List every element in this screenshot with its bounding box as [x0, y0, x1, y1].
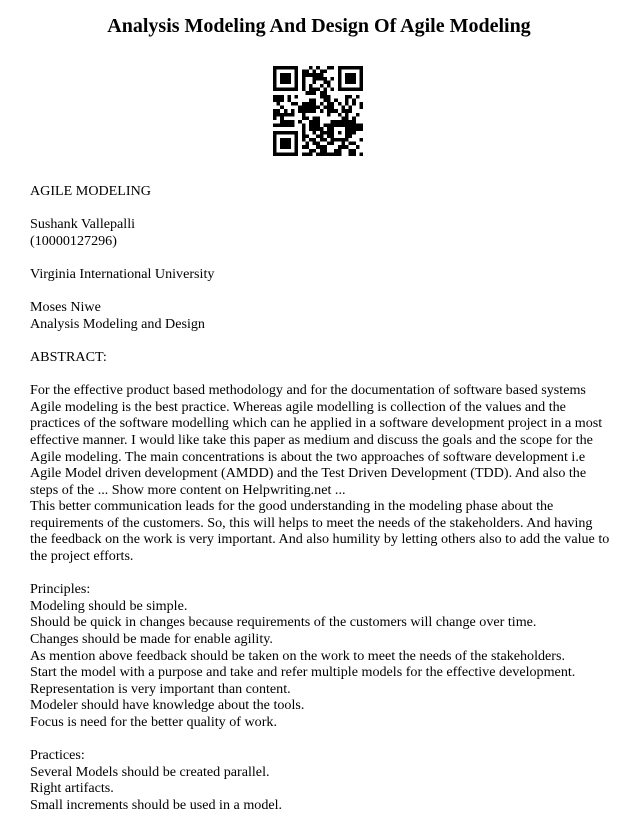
author-name: Sushank Vallepalli [30, 216, 136, 233]
abstract-line: effective manner. I would like take this paper as medium and discuss the goals and the scope for the [30, 431, 593, 448]
principle-item: Focus is need for the better quality of work. [30, 714, 277, 730]
principles-heading: Principles: [30, 581, 91, 598]
principle-item: Start the model with a purpose and take and refer multiple models for the effective development. [30, 664, 576, 681]
abstract-heading: ABSTRACT: [30, 348, 107, 365]
course-name: Analysis Modeling and Design [30, 315, 205, 332]
principle-item: Modeler should have knowledge about the tools. [30, 697, 305, 714]
abstract-line: This better communication leads for the good understanding in the modeling phase about the [30, 498, 554, 515]
abstract-line: Agile Model driven development (AMDD) and the Test Driven Development (TDD). And also the [30, 465, 587, 482]
abstract-line: requirements of the customers. So, this will helps to meet the needs of the stakeholders. And having [30, 514, 593, 531]
qr-code-icon [273, 66, 363, 156]
principle-item: As mention above feedback should be taken on the work to meet the needs of the stakeholders. [30, 647, 566, 664]
author-id: (10000127296) [30, 232, 117, 249]
practices-heading: Practices: [30, 747, 85, 764]
abstract-line: Agile modeling is the best practice. Whereas agile modelling is collection of the values and the [30, 398, 566, 415]
principle-item: Representation is very important than content. [30, 680, 291, 697]
practice-item: Right artifacts. [30, 780, 114, 797]
abstract-line: the feedback on the work is very important. And also humility by letting others also to add the value to [30, 531, 610, 548]
abstract-line: practices of the software modelling which can he applied in a software development project in a most [30, 415, 603, 432]
abstract-line: Agile modeling. The main concentrations is about the two approaches of software development i.e [30, 448, 586, 465]
practice-item: Small increments should be used in a model. [30, 796, 283, 813]
abstract-line: steps of the ... Show more content on Helpwriting.net ... [30, 481, 346, 498]
university-name: Virginia International University [30, 265, 215, 282]
abstract-line: the project efforts. [30, 548, 134, 565]
practice-item: Several Models should be created parallel. [30, 763, 270, 780]
section-heading: AGILE MODELING [30, 183, 151, 199]
instructor-name: Moses Niwe [30, 299, 101, 316]
principle-item: Modeling should be simple. [30, 597, 188, 614]
document-body [30, 183, 615, 814]
abstract-line: For the effective product based methodology and for the documentation of software based systems [30, 382, 586, 399]
principle-item: Changes should be made for enable agility. [30, 631, 273, 648]
principle-item: Should be quick in changes because requirements of the customers will change over time. [30, 614, 537, 631]
document-title: Analysis Modeling And Design Of Agile Modeling [107, 15, 531, 37]
